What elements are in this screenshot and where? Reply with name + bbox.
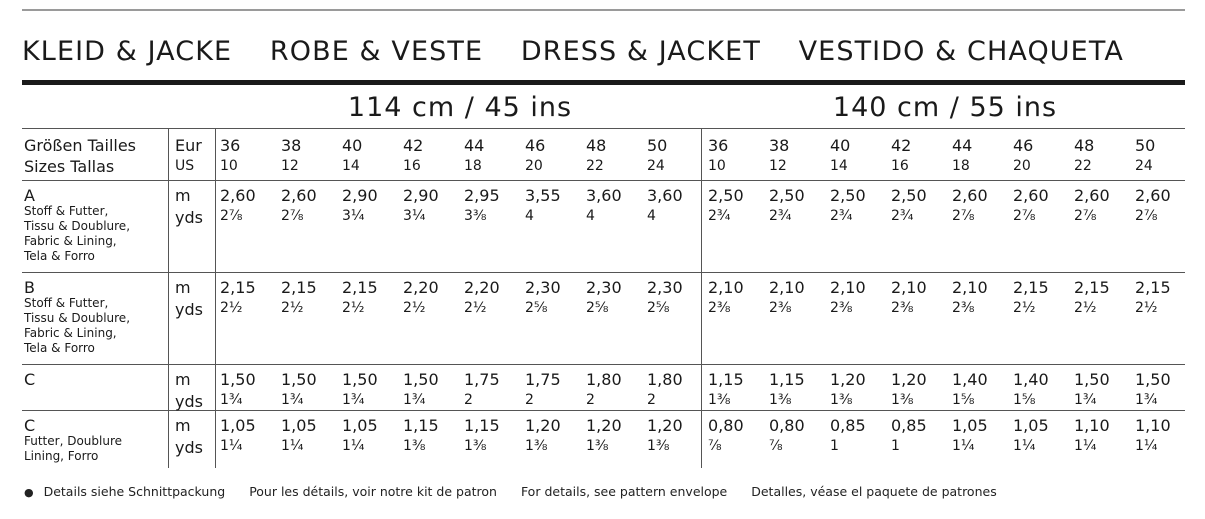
size-label-line2: Sizes Tallas — [24, 157, 115, 176]
us-size: 10 — [220, 158, 238, 174]
view-letter: A — [24, 186, 35, 205]
yards-value: 1¾ — [1135, 392, 1158, 408]
view-letter: C — [24, 416, 36, 435]
yards-value: 1⅜ — [891, 392, 914, 408]
view-description: Tela & Forro — [24, 341, 95, 355]
yards-value: 2½ — [1013, 300, 1036, 316]
us-size: 16 — [891, 158, 909, 174]
meters-value: 0,80 — [769, 416, 805, 435]
yards-value: 3¼ — [342, 208, 365, 224]
yards-value: 2½ — [403, 300, 426, 316]
footer-notes — [24, 484, 1017, 499]
us-label: US — [175, 158, 195, 174]
yards-value: 2⅜ — [769, 300, 792, 316]
table-rule — [22, 272, 1185, 273]
us-size: 20 — [525, 158, 543, 174]
yards-value: 1¼ — [952, 438, 975, 454]
meters-value: 1,40 — [952, 370, 988, 389]
title-english: DRESS & JACKET — [520, 36, 761, 67]
yards-value: 2 — [586, 392, 595, 408]
yards-value: 1⅜ — [403, 438, 426, 454]
yards-value: 1¾ — [281, 392, 304, 408]
us-size: 16 — [403, 158, 421, 174]
yards-value: 4 — [586, 208, 595, 224]
meters-value: 2,90 — [403, 186, 439, 205]
column-divider — [701, 128, 702, 468]
meters-value: 1,20 — [647, 416, 683, 435]
yards-value: 2 — [464, 392, 473, 408]
meters-value: 1,05 — [342, 416, 378, 435]
meters-value: 1,05 — [952, 416, 988, 435]
meters-value: 2,10 — [830, 278, 866, 297]
eur-size: 44 — [464, 136, 485, 155]
yards-value: 2⅜ — [708, 300, 731, 316]
garment-title-row — [22, 36, 1152, 67]
eur-size: 38 — [281, 136, 302, 155]
footer-note-es: Detalles, véase el paquete de patrones — [751, 484, 997, 499]
yards-value: 2⅞ — [220, 208, 243, 224]
yards-value: 1⅜ — [769, 392, 792, 408]
meters-value: 2,15 — [1135, 278, 1171, 297]
yards-value: 1¼ — [1013, 438, 1036, 454]
yards-value: 2⅞ — [1074, 208, 1097, 224]
yards-value: 2⅞ — [1013, 208, 1036, 224]
meters-value: 2,10 — [891, 278, 927, 297]
eur-size: 42 — [891, 136, 912, 155]
meters-value: 2,15 — [342, 278, 378, 297]
meters-value: 0,80 — [708, 416, 744, 435]
meters-value: 1,15 — [403, 416, 439, 435]
eur-size: 44 — [952, 136, 973, 155]
unit-meters: m — [175, 186, 191, 205]
yards-value: 2 — [525, 392, 534, 408]
meters-value: 3,55 — [525, 186, 561, 205]
yards-value: 2⅞ — [952, 208, 975, 224]
footer-note-de: Details siehe Schnittpackung — [43, 484, 226, 499]
yards-value: 4 — [525, 208, 534, 224]
meters-value: 2,15 — [1074, 278, 1110, 297]
us-size: 24 — [1135, 158, 1153, 174]
us-size: 12 — [281, 158, 299, 174]
us-size: 18 — [952, 158, 970, 174]
eur-size: 36 — [220, 136, 241, 155]
yards-value: 2⅞ — [1135, 208, 1158, 224]
table-rule — [22, 364, 1185, 365]
meters-value: 2,15 — [1013, 278, 1049, 297]
view-letter: B — [24, 278, 35, 297]
meters-value: 1,10 — [1074, 416, 1110, 435]
eur-size: 46 — [525, 136, 546, 155]
meters-value: 2,60 — [281, 186, 317, 205]
column-divider — [215, 128, 216, 468]
us-size: 14 — [830, 158, 848, 174]
meters-value: 2,20 — [403, 278, 439, 297]
unit-meters: m — [175, 416, 191, 435]
yards-value: 2⅞ — [281, 208, 304, 224]
yards-value: 2⅜ — [891, 300, 914, 316]
yards-value: 1¾ — [220, 392, 243, 408]
bullet-icon: ● — [24, 486, 34, 499]
eur-size: 38 — [769, 136, 790, 155]
meters-value: 2,20 — [464, 278, 500, 297]
yards-value: 2⅝ — [525, 300, 548, 316]
meters-value: 1,50 — [342, 370, 378, 389]
fabric-width-140: 140 cm / 55 ins — [832, 92, 1058, 123]
title-underline — [22, 80, 1185, 85]
yards-value: 1⅝ — [1013, 392, 1036, 408]
eur-size: 46 — [1013, 136, 1034, 155]
yards-value: 3⅜ — [464, 208, 487, 224]
yards-value: 2¾ — [769, 208, 792, 224]
view-letter: C — [24, 370, 36, 389]
meters-value: 1,50 — [220, 370, 256, 389]
view-description: Stoff & Futter, — [24, 296, 109, 310]
meters-value: 1,75 — [525, 370, 561, 389]
top-divider — [22, 9, 1185, 11]
unit-meters: m — [175, 370, 191, 389]
meters-value: 1,20 — [830, 370, 866, 389]
yards-value: 2½ — [220, 300, 243, 316]
yards-value: 2 — [647, 392, 656, 408]
meters-value: 2,10 — [708, 278, 744, 297]
table-rule — [22, 180, 1185, 181]
title-spanish: VESTIDO & CHAQUETA — [798, 36, 1124, 67]
eur-size: 36 — [708, 136, 729, 155]
yards-value: 1¼ — [342, 438, 365, 454]
meters-value: 1,40 — [1013, 370, 1049, 389]
eur-size: 48 — [586, 136, 607, 155]
yards-value: 1⅜ — [586, 438, 609, 454]
meters-value: 2,60 — [1135, 186, 1171, 205]
unit-yards: yds — [175, 208, 203, 227]
us-size: 22 — [1074, 158, 1092, 174]
yards-value: 1¾ — [1074, 392, 1097, 408]
meters-value: 2,60 — [220, 186, 256, 205]
meters-value: 2,10 — [952, 278, 988, 297]
meters-value: 1,05 — [220, 416, 256, 435]
yards-value: 2¾ — [830, 208, 853, 224]
meters-value: 1,15 — [464, 416, 500, 435]
eur-label: Eur — [175, 136, 202, 155]
yards-value: 1¼ — [281, 438, 304, 454]
footer-note-fr: Pour les détails, voir notre kit de patron — [249, 484, 497, 499]
meters-value: 1,80 — [647, 370, 683, 389]
view-description: Tissu & Doublure, — [24, 311, 131, 325]
unit-yards: yds — [175, 300, 203, 319]
column-divider — [168, 128, 169, 468]
yards-value: 1 — [830, 438, 839, 454]
meters-value: 1,15 — [769, 370, 805, 389]
title-french: ROBE & VESTE — [269, 36, 484, 67]
yards-value: 1¾ — [342, 392, 365, 408]
yards-value: 2½ — [1074, 300, 1097, 316]
yards-value: 2½ — [1135, 300, 1158, 316]
view-description: Fabric & Lining, — [24, 234, 117, 248]
meters-value: 1,50 — [281, 370, 317, 389]
yards-value: 1¼ — [1135, 438, 1158, 454]
eur-size: 50 — [1135, 136, 1156, 155]
meters-value: 1,20 — [586, 416, 622, 435]
view-description: Stoff & Futter, — [24, 204, 109, 218]
meters-value: 2,50 — [708, 186, 744, 205]
meters-value: 3,60 — [586, 186, 622, 205]
meters-value: 2,30 — [525, 278, 561, 297]
meters-value: 1,10 — [1135, 416, 1171, 435]
table-rule — [22, 128, 1185, 129]
meters-value: 2,95 — [464, 186, 500, 205]
meters-value: 2,15 — [281, 278, 317, 297]
us-size: 22 — [586, 158, 604, 174]
meters-value: 1,50 — [1074, 370, 1110, 389]
us-size: 18 — [464, 158, 482, 174]
title-german: KLEID & JACKE — [22, 36, 233, 67]
fabric-width-114: 114 cm / 45 ins — [347, 92, 573, 123]
eur-size: 40 — [342, 136, 363, 155]
yards-value: 2⅜ — [830, 300, 853, 316]
us-size: 20 — [1013, 158, 1031, 174]
yards-value: 1⅜ — [525, 438, 548, 454]
view-description: Futter, Doublure — [24, 434, 123, 448]
yards-value: 1⅜ — [647, 438, 670, 454]
yards-value: 2⅜ — [952, 300, 975, 316]
meters-value: 2,15 — [220, 278, 256, 297]
meters-value: 2,10 — [769, 278, 805, 297]
eur-size: 48 — [1074, 136, 1095, 155]
yards-value: 1⅜ — [464, 438, 487, 454]
meters-value: 2,30 — [647, 278, 683, 297]
us-size: 10 — [708, 158, 726, 174]
meters-value: 2,50 — [891, 186, 927, 205]
yards-value: 1⅜ — [830, 392, 853, 408]
meters-value: 0,85 — [830, 416, 866, 435]
view-description: Fabric & Lining, — [24, 326, 117, 340]
yards-value: 1 — [891, 438, 900, 454]
yards-value: 1¾ — [403, 392, 426, 408]
meters-value: 2,60 — [1013, 186, 1049, 205]
yards-value: 2½ — [281, 300, 304, 316]
us-size: 24 — [647, 158, 665, 174]
yards-value: 3¼ — [403, 208, 426, 224]
yards-value: ⅞ — [708, 438, 722, 454]
yards-value: 1¼ — [1074, 438, 1097, 454]
yards-value: 2½ — [464, 300, 487, 316]
meters-value: 1,75 — [464, 370, 500, 389]
footer-note-en: For details, see pattern envelope — [520, 484, 728, 499]
eur-size: 42 — [403, 136, 424, 155]
meters-value: 1,20 — [891, 370, 927, 389]
meters-value: 1,05 — [281, 416, 317, 435]
meters-value: 1,80 — [586, 370, 622, 389]
yards-value: 1⅝ — [952, 392, 975, 408]
yards-value: 2⅝ — [586, 300, 609, 316]
meters-value: 3,60 — [647, 186, 683, 205]
meters-value: 0,85 — [891, 416, 927, 435]
meters-value: 2,50 — [830, 186, 866, 205]
meters-value: 1,50 — [1135, 370, 1171, 389]
view-description: Tissu & Doublure, — [24, 219, 131, 233]
yards-value: 2⅝ — [647, 300, 670, 316]
unit-yards: yds — [175, 392, 203, 411]
meters-value: 2,60 — [952, 186, 988, 205]
us-size: 12 — [769, 158, 787, 174]
yards-value: 4 — [647, 208, 656, 224]
meters-value: 2,60 — [1074, 186, 1110, 205]
meters-value: 2,50 — [769, 186, 805, 205]
unit-yards: yds — [175, 438, 203, 457]
eur-size: 50 — [647, 136, 668, 155]
meters-value: 1,05 — [1013, 416, 1049, 435]
yards-value: 1¼ — [220, 438, 243, 454]
meters-value: 1,50 — [403, 370, 439, 389]
size-label-line1: Größen Tailles — [24, 136, 137, 155]
view-description: Tela & Forro — [24, 249, 95, 263]
yards-value: 2½ — [342, 300, 365, 316]
yards-value: ⅞ — [769, 438, 783, 454]
meters-value: 2,30 — [586, 278, 622, 297]
meters-value: 1,15 — [708, 370, 744, 389]
yards-value: 2¾ — [891, 208, 914, 224]
unit-meters: m — [175, 278, 191, 297]
meters-value: 2,90 — [342, 186, 378, 205]
yards-value: 1⅜ — [708, 392, 731, 408]
meters-value: 1,20 — [525, 416, 561, 435]
view-description: Lining, Forro — [24, 449, 99, 463]
eur-size: 40 — [830, 136, 851, 155]
us-size: 14 — [342, 158, 360, 174]
yards-value: 2¾ — [708, 208, 731, 224]
